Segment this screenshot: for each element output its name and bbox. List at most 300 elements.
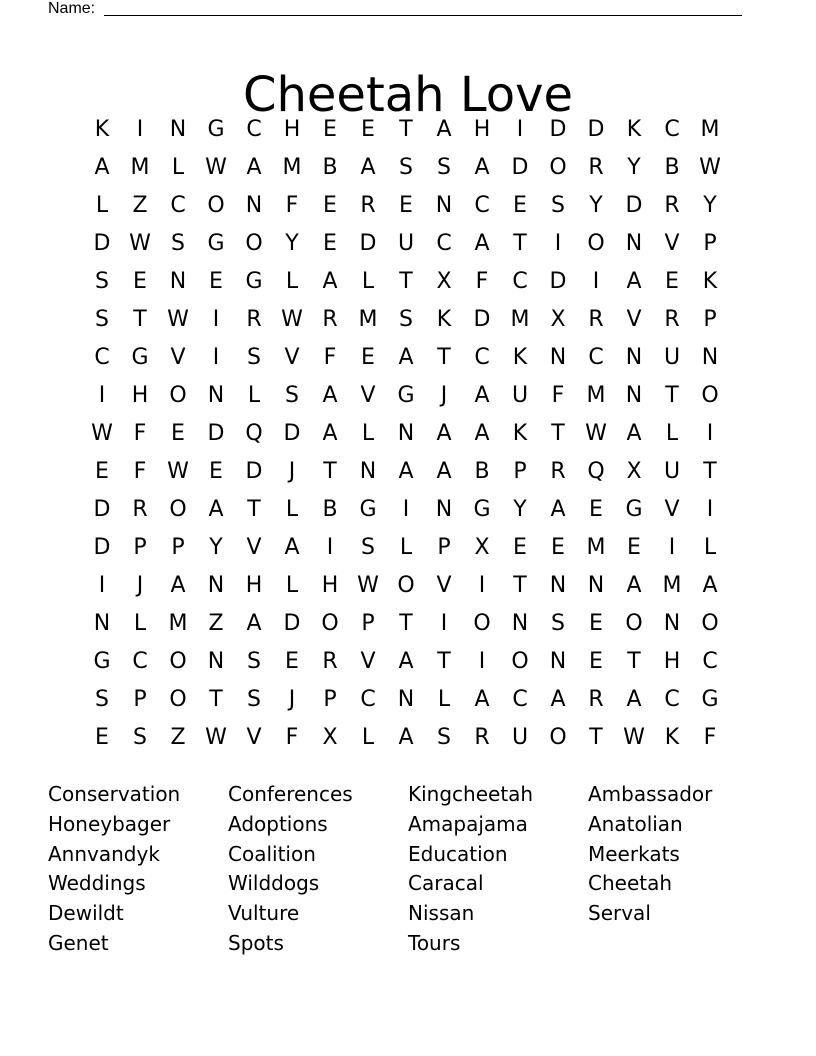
- grid-letter: T: [513, 573, 527, 598]
- grid-letter: I: [478, 573, 486, 598]
- grid-letter: I: [516, 117, 524, 142]
- grid-letter: D: [245, 459, 263, 484]
- grid-letter: G: [93, 649, 111, 674]
- grid-letter: V: [170, 345, 186, 370]
- word-list-item: Amapajama: [408, 811, 528, 836]
- grid-letter: N: [625, 383, 643, 408]
- grid-letter: V: [664, 231, 680, 256]
- grid-row: [83, 491, 729, 529]
- word-list-item: Caracal: [408, 871, 484, 896]
- grid-letter: H: [321, 573, 339, 598]
- grid-letter: A: [550, 497, 566, 522]
- grid-letter: X: [436, 269, 452, 294]
- grid-row: [83, 453, 729, 491]
- grid-letter: I: [136, 117, 144, 142]
- grid-letter: I: [326, 535, 334, 560]
- grid-letter: I: [554, 231, 562, 256]
- grid-letter: C: [474, 193, 490, 218]
- grid-letter: G: [131, 345, 149, 370]
- grid-letter: F: [133, 421, 147, 446]
- word-list-item: Dewildt: [48, 901, 124, 926]
- grid-letter: W: [357, 573, 379, 598]
- word-list-item: Meerkats: [588, 841, 680, 866]
- grid-letter: W: [699, 155, 721, 180]
- grid-letter: M: [358, 307, 378, 332]
- grid-letter: Z: [170, 725, 186, 750]
- grid-letter: N: [359, 459, 377, 484]
- grid-letter: I: [98, 383, 106, 408]
- grid-letter: D: [283, 421, 301, 446]
- grid-letter: L: [285, 497, 299, 522]
- grid-letter: D: [283, 611, 301, 636]
- grid-letter: M: [586, 383, 606, 408]
- grid-letter: T: [399, 611, 413, 636]
- grid-letter: F: [133, 459, 147, 484]
- grid-letter: C: [664, 687, 680, 712]
- grid-letter: W: [91, 421, 113, 446]
- grid-letter: N: [435, 193, 453, 218]
- grid-letter: T: [551, 421, 565, 446]
- grid-letter: I: [668, 535, 676, 560]
- grid-letter: L: [95, 193, 109, 218]
- grid-letter: C: [246, 117, 262, 142]
- grid-letter: H: [663, 649, 681, 674]
- grid-letter: T: [665, 383, 679, 408]
- grid-letter: O: [397, 573, 415, 598]
- grid-letter: G: [207, 231, 225, 256]
- grid-letter: S: [247, 687, 261, 712]
- grid-letter: L: [399, 535, 413, 560]
- word-list-item: Nissan: [408, 901, 475, 926]
- grid-letter: E: [171, 421, 185, 446]
- grid-letter: T: [209, 687, 223, 712]
- grid-letter: L: [361, 269, 375, 294]
- grid-letter: A: [474, 421, 490, 446]
- grid-letter: N: [397, 687, 415, 712]
- grid-letter: H: [245, 573, 263, 598]
- grid-letter: F: [703, 725, 717, 750]
- grid-letter: F: [551, 383, 565, 408]
- grid-letter: A: [702, 573, 718, 598]
- grid-letter: A: [170, 573, 186, 598]
- grid-letter: Y: [589, 193, 603, 218]
- grid-letter: E: [589, 611, 603, 636]
- grid-letter: E: [361, 345, 375, 370]
- grid-letter: R: [664, 307, 680, 332]
- grid-letter: I: [440, 611, 448, 636]
- grid-letter: O: [169, 687, 187, 712]
- grid-letter: A: [474, 687, 490, 712]
- grid-letter: G: [245, 269, 263, 294]
- grid-letter: B: [474, 459, 490, 484]
- word-list-item: Spots: [228, 931, 284, 955]
- grid-letter: H: [131, 383, 149, 408]
- grid-letter: W: [167, 459, 189, 484]
- grid-letter: X: [550, 307, 566, 332]
- grid-letter: W: [623, 725, 645, 750]
- grid-letter: O: [701, 383, 719, 408]
- grid-letter: T: [589, 725, 603, 750]
- word-list-item: Education: [408, 841, 508, 866]
- word-list-item: Cheetah: [588, 871, 673, 896]
- grid-letter: J: [136, 573, 144, 598]
- grid-letter: A: [474, 155, 490, 180]
- grid-letter: Z: [208, 611, 224, 636]
- word-list-item: Vulture: [228, 901, 300, 926]
- grid-letter: O: [473, 611, 491, 636]
- grid-letter: N: [549, 345, 567, 370]
- grid-letter: O: [207, 193, 225, 218]
- grid-letter: S: [95, 269, 109, 294]
- grid-letter: T: [247, 497, 261, 522]
- grid-letter: R: [664, 193, 680, 218]
- grid-letter: M: [510, 307, 530, 332]
- grid-letter: A: [322, 421, 338, 446]
- grid-row: [83, 643, 729, 681]
- grid-letter: N: [435, 497, 453, 522]
- grid-letter: S: [95, 687, 109, 712]
- grid-letter: V: [436, 573, 452, 598]
- grid-letter: F: [285, 193, 299, 218]
- grid-letter: V: [284, 345, 300, 370]
- grid-letter: S: [551, 193, 565, 218]
- grid-letter: E: [513, 193, 527, 218]
- grid-letter: O: [245, 231, 263, 256]
- grid-letter: N: [207, 573, 225, 598]
- grid-letter: H: [283, 117, 301, 142]
- grid-letter: U: [397, 231, 415, 256]
- grid-letter: P: [703, 307, 717, 332]
- grid-letter: C: [702, 649, 718, 674]
- grid-letter: Z: [132, 193, 148, 218]
- grid-letter: D: [93, 231, 111, 256]
- grid-letter: I: [402, 497, 410, 522]
- grid-letter: O: [321, 611, 339, 636]
- grid-letter: D: [511, 155, 529, 180]
- grid-letter: I: [212, 307, 220, 332]
- grid-letter: C: [512, 687, 528, 712]
- grid-letter: A: [474, 383, 490, 408]
- grid-letter: X: [626, 459, 642, 484]
- grid-letter: X: [474, 535, 490, 560]
- word-list-item: Honeybager: [48, 811, 171, 836]
- grid-letter: N: [625, 345, 643, 370]
- grid-letter: N: [207, 649, 225, 674]
- grid-letter: Y: [285, 231, 299, 256]
- grid-letter: R: [550, 459, 566, 484]
- grid-letter: S: [437, 155, 451, 180]
- grid-letter: P: [133, 535, 147, 560]
- grid-letter: A: [322, 383, 338, 408]
- grid-letter: R: [246, 307, 262, 332]
- grid-letter: P: [171, 535, 185, 560]
- grid-letter: T: [627, 649, 641, 674]
- grid-letter: N: [663, 611, 681, 636]
- grid-letter: R: [588, 307, 604, 332]
- grid-letter: P: [703, 231, 717, 256]
- grid-letter: A: [436, 117, 452, 142]
- grid-letter: V: [246, 725, 262, 750]
- grid-row: [83, 339, 729, 377]
- page-title: Cheetah Love: [242, 67, 574, 124]
- grid-row: [83, 567, 729, 605]
- grid-letter: L: [703, 535, 717, 560]
- grid-letter: B: [322, 497, 338, 522]
- grid-letter: R: [588, 687, 604, 712]
- grid-letter: A: [246, 611, 262, 636]
- grid-letter: D: [359, 231, 377, 256]
- grid-letter: S: [133, 725, 147, 750]
- grid-letter: S: [285, 383, 299, 408]
- grid-letter: A: [284, 535, 300, 560]
- grid-row: [83, 605, 729, 643]
- word-list-item: Coalition: [228, 841, 316, 866]
- grid-letter: Y: [703, 193, 717, 218]
- grid-letter: C: [132, 649, 148, 674]
- grid-letter: A: [474, 231, 490, 256]
- grid-letter: K: [512, 421, 528, 446]
- grid-letter: M: [282, 155, 302, 180]
- grid-letter: S: [399, 307, 413, 332]
- grid-letter: C: [94, 345, 110, 370]
- grid-letter: E: [399, 193, 413, 218]
- grid-row: [83, 111, 729, 149]
- grid-letter: W: [281, 307, 303, 332]
- grid-letter: C: [588, 345, 604, 370]
- grid-letter: S: [247, 345, 261, 370]
- grid-letter: O: [169, 649, 187, 674]
- word-list-item: Anatolian: [588, 811, 683, 836]
- word-list-item: Ambassador: [588, 782, 713, 806]
- grid-letter: S: [551, 611, 565, 636]
- grid-letter: T: [437, 649, 451, 674]
- grid-letter: A: [208, 497, 224, 522]
- grid-letter: L: [171, 155, 185, 180]
- grid-letter: E: [133, 269, 147, 294]
- grid-letter: O: [549, 155, 567, 180]
- grid-letter: A: [94, 155, 110, 180]
- grid-letter: C: [474, 345, 490, 370]
- grid-letter: A: [626, 573, 642, 598]
- grid-letter: D: [549, 269, 567, 294]
- grid-letter: C: [512, 269, 528, 294]
- grid-letter: Y: [209, 535, 223, 560]
- grid-letter: N: [169, 117, 187, 142]
- grid-letter: E: [361, 117, 375, 142]
- grid-letter: T: [399, 269, 413, 294]
- grid-letter: P: [513, 459, 527, 484]
- grid-letter: O: [511, 649, 529, 674]
- grid-letter: S: [95, 307, 109, 332]
- grid-row: [83, 187, 729, 225]
- grid-letter: R: [474, 725, 490, 750]
- grid-letter: U: [663, 459, 681, 484]
- grid-letter: S: [247, 649, 261, 674]
- grid-letter: A: [246, 155, 262, 180]
- grid-letter: O: [625, 611, 643, 636]
- word-list-item: Wilddogs: [228, 871, 320, 896]
- grid-letter: T: [437, 345, 451, 370]
- grid-row: [83, 301, 729, 339]
- grid-letter: N: [245, 193, 263, 218]
- grid-letter: N: [169, 269, 187, 294]
- grid-letter: E: [665, 269, 679, 294]
- grid-letter: R: [588, 155, 604, 180]
- grid-letter: P: [323, 687, 337, 712]
- grid-letter: W: [129, 231, 151, 256]
- grid-letter: A: [626, 269, 642, 294]
- grid-letter: L: [361, 725, 375, 750]
- grid-letter: M: [130, 155, 150, 180]
- grid-letter: T: [513, 231, 527, 256]
- grid-letter: F: [475, 269, 489, 294]
- grid-letter: R: [322, 649, 338, 674]
- grid-letter: A: [550, 687, 566, 712]
- grid-letter: G: [397, 383, 415, 408]
- word-list-item: Conservation: [48, 782, 181, 806]
- grid-letter: O: [169, 383, 187, 408]
- word-list-item: Tours: [408, 931, 461, 955]
- grid-letter: U: [663, 345, 681, 370]
- grid-letter: A: [436, 459, 452, 484]
- grid-letter: C: [170, 193, 186, 218]
- grid-letter: E: [209, 269, 223, 294]
- grid-letter: N: [397, 421, 415, 446]
- grid-letter: V: [664, 497, 680, 522]
- grid-letter: N: [587, 573, 605, 598]
- grid-letter: N: [625, 231, 643, 256]
- grid-letter: P: [133, 687, 147, 712]
- word-list-item: Serval: [588, 901, 651, 926]
- grid-letter: I: [706, 421, 714, 446]
- grid-letter: Y: [513, 497, 527, 522]
- grid-row: [83, 377, 729, 415]
- word-list-item: Conferences: [228, 782, 353, 806]
- grid-letter: Q: [587, 459, 605, 484]
- grid-letter: G: [207, 117, 225, 142]
- grid-letter: V: [246, 535, 262, 560]
- grid-letter: E: [323, 231, 337, 256]
- grid-letter: E: [589, 497, 603, 522]
- grid-letter: V: [626, 307, 642, 332]
- grid-letter: O: [587, 231, 605, 256]
- grid-letter: N: [549, 573, 567, 598]
- grid-row: [83, 529, 729, 567]
- grid-letter: B: [664, 155, 680, 180]
- grid-letter: T: [323, 459, 337, 484]
- grid-letter: D: [93, 497, 111, 522]
- grid-letter: P: [361, 611, 375, 636]
- grid-letter: A: [398, 459, 414, 484]
- grid-letter: D: [587, 117, 605, 142]
- grid-letter: K: [94, 117, 110, 142]
- grid-row: [83, 149, 729, 187]
- grid-letter: D: [473, 307, 491, 332]
- grid-row: [83, 681, 729, 719]
- grid-letter: S: [437, 725, 451, 750]
- grid-letter: F: [285, 725, 299, 750]
- grid-letter: M: [700, 117, 720, 142]
- grid-letter: D: [625, 193, 643, 218]
- grid-letter: P: [437, 535, 451, 560]
- grid-letter: A: [398, 345, 414, 370]
- grid-letter: E: [323, 193, 337, 218]
- grid-letter: A: [398, 725, 414, 750]
- grid-letter: F: [323, 345, 337, 370]
- grid-letter: E: [589, 649, 603, 674]
- grid-row: [83, 225, 729, 263]
- grid-letter: A: [322, 269, 338, 294]
- grid-letter: A: [626, 687, 642, 712]
- grid-letter: U: [511, 725, 529, 750]
- name-blank-line[interactable]: [104, 15, 742, 16]
- grid-letter: N: [511, 611, 529, 636]
- grid-letter: A: [626, 421, 642, 446]
- grid-letter: N: [701, 345, 719, 370]
- word-list-item: Adoptions: [228, 811, 328, 836]
- name-label: Name:: [48, 0, 96, 17]
- grid-letter: D: [549, 117, 567, 142]
- grid-letter: B: [322, 155, 338, 180]
- grid-letter: A: [436, 421, 452, 446]
- grid-letter: E: [323, 117, 337, 142]
- grid-letter: K: [664, 725, 680, 750]
- grid-letter: N: [549, 649, 567, 674]
- grid-letter: G: [625, 497, 643, 522]
- grid-letter: N: [93, 611, 111, 636]
- grid-letter: W: [205, 725, 227, 750]
- grid-letter: T: [133, 307, 147, 332]
- word-list-item: Genet: [48, 931, 109, 955]
- grid-row: [83, 719, 729, 757]
- word-list-item: Weddings: [48, 871, 146, 896]
- grid-letter: O: [549, 725, 567, 750]
- grid-letter: Y: [627, 155, 641, 180]
- grid-letter: E: [285, 649, 299, 674]
- grid-letter: R: [132, 497, 148, 522]
- grid-letter: D: [93, 535, 111, 560]
- word-list-item: Kingcheetah: [408, 782, 534, 806]
- grid-letter: T: [703, 459, 717, 484]
- grid-letter: K: [436, 307, 452, 332]
- grid-letter: S: [399, 155, 413, 180]
- grid-letter: N: [207, 383, 225, 408]
- grid-letter: I: [212, 345, 220, 370]
- grid-letter: W: [585, 421, 607, 446]
- grid-letter: S: [361, 535, 375, 560]
- grid-letter: T: [399, 117, 413, 142]
- grid-letter: M: [168, 611, 188, 636]
- word-list-item: Annvandyk: [48, 841, 160, 866]
- grid-letter: I: [706, 497, 714, 522]
- grid-letter: G: [473, 497, 491, 522]
- grid-letter: L: [437, 687, 451, 712]
- grid-letter: I: [98, 573, 106, 598]
- grid-letter: I: [478, 649, 486, 674]
- grid-letter: M: [662, 573, 682, 598]
- grid-letter: E: [513, 535, 527, 560]
- grid-letter: J: [440, 383, 448, 408]
- grid-letter: D: [207, 421, 225, 446]
- grid-letter: L: [247, 383, 261, 408]
- grid-letter: E: [95, 725, 109, 750]
- grid-letter: R: [360, 193, 376, 218]
- grid-letter: L: [285, 573, 299, 598]
- grid-letter: E: [551, 535, 565, 560]
- grid-letter: R: [322, 307, 338, 332]
- grid-letter: X: [322, 725, 338, 750]
- grid-letter: G: [701, 687, 719, 712]
